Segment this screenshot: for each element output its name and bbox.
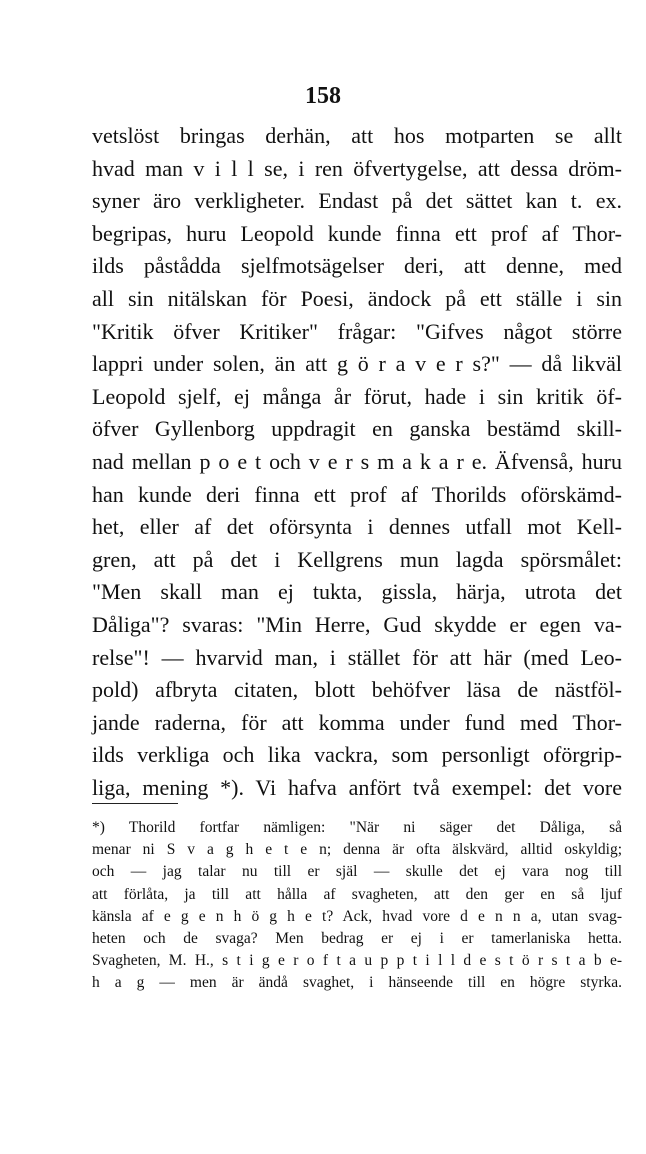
- body-line: öfver Gyllenborg uppdragit en ganska bestämd skill-: [92, 416, 622, 442]
- footnote-line: att förlåta, ja till att hålla af svagheten, att den ger en så ljuf: [92, 885, 622, 903]
- footnote-line: Svagheten, M. H., s t i g e r o f t a u p p t i l l d e s t ö r s t a b e-: [92, 952, 622, 970]
- body-line: vetslöst bringas derhän, att hos motparten se allt: [92, 123, 622, 148]
- body-line: jande raderna, för att komma under fund med Thor-: [92, 709, 622, 735]
- body-line: Dåliga"? svaras: "Min Herre, Gud skydde er egen va-: [92, 611, 622, 637]
- body-line: pold) afbryta citaten, blott behöfver läsa de nästföl-: [92, 677, 622, 703]
- body-line: ilds påstådda sjelfmotsägelser deri, att denne, med: [92, 253, 622, 279]
- footnote-line: och — jag talar nu till er själ — skulle det ej vara nog till: [92, 863, 622, 881]
- footnote-line: *) Thorild fortfar nämligen: "När ni säger det Dåliga, så: [92, 819, 622, 836]
- footnote: [92, 817, 622, 995]
- body-line: hvad man v i l l se, i ren öfvertygelse, att dessa dröm-: [92, 155, 622, 181]
- body-line: all sin nitälskan för Poesi, ändock på ett ställe i sin: [92, 285, 622, 311]
- body-line: "Kritik öfver Kritiker" frågar: "Gifves något större: [92, 318, 622, 344]
- footnote-line: h a g — men är ändå svaghet, i hänseende till en högre styrka.: [92, 974, 622, 992]
- body-line: syner äro verkligheter. Endast på det sättet kan t. ex.: [92, 188, 622, 214]
- body-line: nad mellan p o e t och v e r s m a k a r e. Äfvenså, huru: [92, 448, 622, 474]
- body-line: gren, att på det i Kellgrens mun lagda spörsmålet:: [92, 546, 622, 572]
- body-line: Leopold sjelf, ej många år förut, hade i sin kritik öf-: [92, 383, 622, 409]
- body-line: han kunde deri finna ett prof af Thorilds oförskämd-: [92, 481, 622, 507]
- body-line: relse"! — hvarvid man, i stället för att här (med Leo-: [92, 644, 622, 670]
- footnote-line: känsla af e g e n h ö g h e t? Ack, hvad vore d e n n a, utan svag-: [92, 907, 622, 925]
- body-line: liga, mening *). Vi hafva anfört två exempel: det vore: [92, 774, 622, 800]
- footnote-line: menar ni S v a g h e t e n; denna är ofta älskvärd, alltid oskyldig;: [92, 841, 622, 859]
- body-line: ilds verkliga och lika vackra, som personligt oförgrip-: [92, 742, 622, 768]
- body-line: lappri under solen, än att g ö r a v e r s?" — då likväl: [92, 351, 622, 377]
- body-line: het, eller af det oförsynta i dennes utfall mot Kell-: [92, 514, 622, 540]
- page-number: 158: [305, 83, 341, 109]
- footnote-divider: [92, 803, 178, 804]
- body-text: [92, 120, 622, 804]
- footnote-line: heten och de svaga? Men bedrag er ej i er tamerlaniska hetta.: [92, 929, 622, 947]
- body-line: begripas, huru Leopold kunde finna ett prof af Thor-: [92, 220, 622, 246]
- body-line: "Men skall man ej tukta, gissla, härja, utrota det: [92, 579, 622, 605]
